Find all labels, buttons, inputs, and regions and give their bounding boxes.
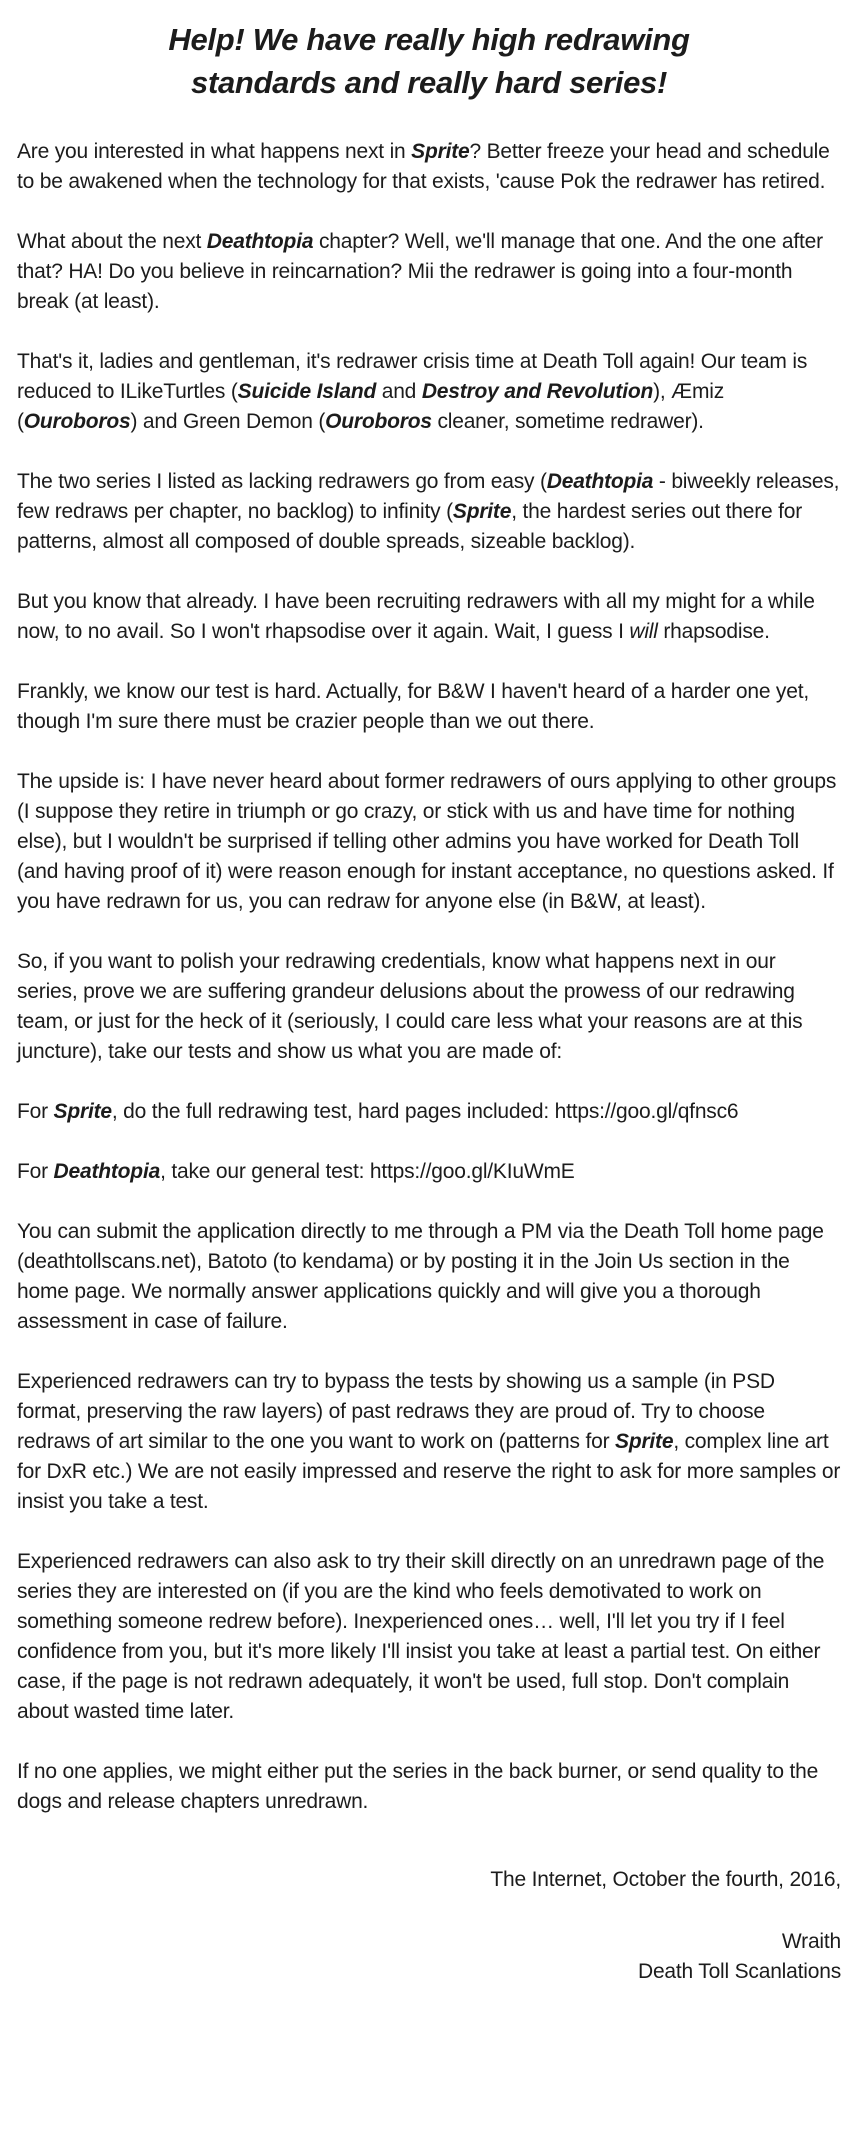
- paragraph: Are you interested in what happens next in Sprite? Better freeze your head and schedule to be awakened when the technology for that exists, 'cause Pok the redrawer has retired.: [17, 140, 830, 193]
- title-line-1: Help! We have really high redrawing: [168, 22, 690, 57]
- paragraph: The two series I listed as lacking redrawers go from easy (Deathtopia - biweekly releases, few redraws per chapter, no backlog) to infinity (Sprite, the hardest series out there for patterns, almost all composed of double spreads, sizeable backlog).: [17, 470, 840, 553]
- paragraph: For Deathtopia, take our general test: https://goo.gl/KIuWmE: [17, 1160, 575, 1183]
- paragraph: What about the next Deathtopia chapter? Well, we'll manage that one. And the one after that? HA! Do you believe in reincarnation? Mii the redrawer is going into a four-month break (at least).: [17, 230, 823, 313]
- signature-block: [17, 1865, 841, 1987]
- paragraph: If no one applies, we might either put the series in the back burner, or send quality to the dogs and release chapters unredrawn.: [17, 1760, 819, 1813]
- paragraph: So, if you want to polish your redrawing credentials, know what happens next in our series, prove we are suffering grandeur delusions about the prowess of our redrawing team, or just for the heck of it (seriously, I could care less what your reasons are at this juncture), take our tests and show us what you are made of:: [17, 950, 803, 1063]
- signature-group: Death Toll Scanlations: [637, 1960, 841, 1983]
- paragraph: You can submit the application directly to me through a PM via the Death Toll home page (deathtollscans.net), Batoto (to kendama) or by posting it in the Join Us section in the home page. We normally answer applications quickly and will give you a thorough assessment in case of failure.: [17, 1220, 824, 1333]
- paragraph: Experienced redrawers can try to bypass the tests by showing us a sample (in PSD format, preserving the raw layers) of past redraws they are proud of. Try to choose redraws of art similar to the one you want to work on (patterns for Sprite, complex line art for DxR etc.) We are not easily impressed and reserve the right to ask for more samples or insist you take a test.: [17, 1370, 841, 1513]
- paragraphs: [17, 137, 841, 1817]
- paragraph: For Sprite, do the full redrawing test, hard pages included: https://goo.gl/qfnsc6: [17, 1100, 739, 1123]
- dateline: The Internet, October the fourth, 2016,: [490, 1868, 841, 1891]
- paragraph: That's it, ladies and gentleman, it's redrawer crisis time at Death Toll again! Our team is reduced to ILikeTurtles (Suicide Island and Destroy and Revolution), Æmiz (Ouroboros) and Green Demon (Ouroboros cleaner, sometime redrawer).: [17, 350, 808, 433]
- paragraph: But you know that already. I have been recruiting redrawers with all my might for a while now, to no avail. So I won't rhapsodise over it again. Wait, I guess I will rhapsodise.: [17, 590, 815, 643]
- title-line-2: standards and really hard series!: [191, 65, 667, 100]
- paragraph: Experienced redrawers can also ask to try their skill directly on an unredrawn page of the series they are interested on (if you are the kind who feels demotivated to work on something someone redrew before). Inexperienced ones… well, I'll let you try if I feel confidence from you, but it's more likely I'll insist you take at least a partial test. On either case, if the page is not redrawn adequately, it won't be used, full stop. Don't complain about wasted time later.: [17, 1550, 825, 1723]
- signature-name: Wraith: [781, 1930, 841, 1953]
- paragraph: Frankly, we know our test is hard. Actually, for B&W I haven't heard of a harder one yet, though I'm sure there must be crazier people than we out there.: [17, 680, 809, 733]
- page-title: [17, 18, 841, 104]
- paragraph: The upside is: I have never heard about former redrawers of ours applying to other groups (I suppose they retire in triumph or go crazy, or stick with us and have time for nothing else), but I wouldn't be surprised if telling other admins you have worked for Death Toll (and having proof of it) were reason enough for instant acceptance, no questions asked. If you have redrawn for us, you can redraw for anyone else (in B&W, at least).: [17, 770, 837, 913]
